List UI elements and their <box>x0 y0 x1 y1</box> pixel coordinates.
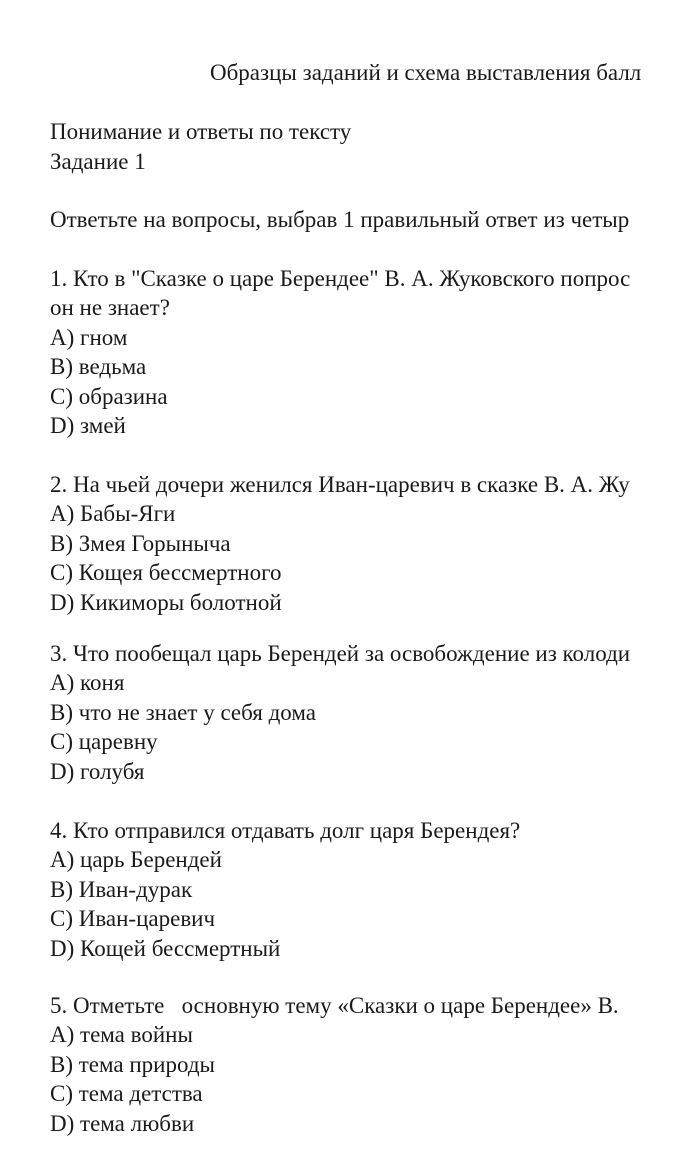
question-1 <box>50 264 630 440</box>
question-4-option-a: A) царь Берендей <box>50 847 222 873</box>
question-1-option-b: B) ведьма <box>50 354 147 380</box>
question-5-option-a: A) тема войны <box>50 1022 193 1048</box>
question-3-option-d: D) голубя <box>50 758 145 784</box>
document-title: Образцы заданий и схема выставления балл <box>210 60 642 85</box>
question-4 <box>50 816 520 963</box>
question-3-option-b: B) что не знает у себя дома <box>50 699 316 725</box>
question-1-option-a: A) гном <box>50 324 128 350</box>
question-1-text-line-1: 1. Кто в "Сказке о царе Берендее" В. А. Жуковского попрос <box>50 266 631 291</box>
question-3-text-line-1: 3. Что пообещал царь Берендей за освобождение из колоди <box>50 641 631 666</box>
question-5-option-c: C) тема детства <box>50 1081 203 1107</box>
instruction-text: Ответьте на вопросы, выбрав 1 правильный ответ из четыр <box>50 207 630 232</box>
question-4-option-c: C) Иван-царевич <box>50 906 216 932</box>
question-3-option-c: C) царевну <box>50 729 158 755</box>
question-5-option-b: B) тема природы <box>50 1051 215 1077</box>
question-1-option-d: D) змей <box>50 413 126 439</box>
question-1-option-c: C) образина <box>50 383 168 409</box>
question-2-option-c: C) Кощея бессмертного <box>50 560 282 586</box>
section-heading: Понимание и ответы по тексту <box>50 119 352 144</box>
question-2-option-d: D) Кикиморы болотной <box>50 589 282 615</box>
question-2 <box>50 470 630 617</box>
question-5-text-line-1: 5. Отметьте основную тему «Сказки о царе Берендее» В. <box>50 993 619 1018</box>
question-5 <box>50 991 619 1138</box>
question-4-option-d: D) Кощей бессмертный <box>50 935 281 961</box>
question-2-text-line-1: 2. На чьей дочери женился Иван-царевич в сказке В. А. Жу <box>50 472 630 497</box>
question-3-option-a: A) коня <box>50 670 125 696</box>
question-4-text-line-1: 4. Кто отправился отдавать долг царя Берендея? <box>50 818 521 843</box>
question-2-option-b: B) Змея Горыныча <box>50 530 231 556</box>
question-4-option-b: B) Иван-дурак <box>50 876 193 902</box>
question-2-option-a: A) Бабы-Яги <box>50 501 176 527</box>
task-heading: Задание 1 <box>50 149 146 174</box>
question-3 <box>50 639 630 786</box>
question-1-text-line-2: он не знает? <box>50 295 170 321</box>
question-5-option-d: D) тема любви <box>50 1110 195 1136</box>
